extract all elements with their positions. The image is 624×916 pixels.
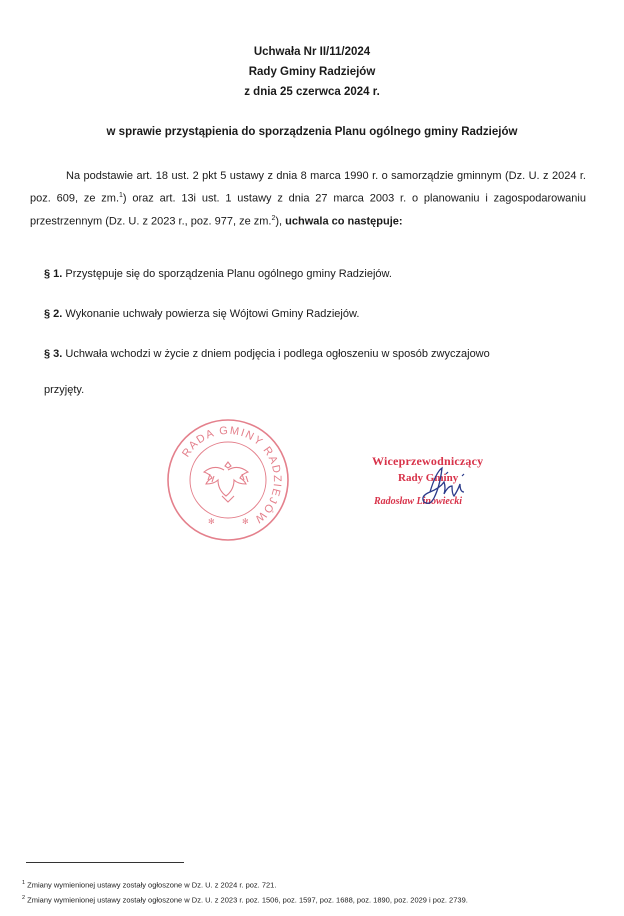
paragraph-2 <box>44 304 586 324</box>
intro-text-3: ), <box>275 215 286 228</box>
resolves-phrase: uchwala co następuje: <box>285 215 403 228</box>
council-seal <box>166 418 290 542</box>
star-icon: ✻ <box>208 517 215 526</box>
signatory-title: Wiceprzewodniczący <box>372 454 484 468</box>
legal-basis-paragraph <box>30 166 586 231</box>
footnote-ref-2: 2 <box>271 214 276 222</box>
paragraph-text: Wykonanie uchwały powierza się Wójtowi Gminy Radziejów. <box>62 308 360 320</box>
resolution-number: Uchwała Nr II/11/2024 <box>253 46 371 58</box>
footnote-ref-1: 1 <box>119 192 123 199</box>
intro-text-2: ) oraz art. 13i ust. 1 ustawy z dnia 27 marca 2003 r. o planowaniu i zagospodarowaniu przestrzennym (Dz. U. z 2023 r., poz. 977, ze zm. <box>30 192 586 228</box>
svg-text:RADA GMINY RADZIEJÓW <box>180 425 283 526</box>
footnote-number: 2 <box>22 895 26 901</box>
seal-text: RADA GMINY RADZIEJÓW <box>180 424 284 526</box>
paragraph-text-continued: przyjęty. <box>44 384 85 396</box>
paragraph-text: Uchwała wchodzi w życie z dniem podjęcia i podlega ogłoszeniu w sposób zwyczajowo <box>62 348 490 360</box>
footnote-1 <box>22 878 276 891</box>
star-icon: ✻ <box>242 517 249 526</box>
resolution-date: z dnia 25 czerwca 2024 r. <box>244 86 380 98</box>
footnote-text: Zmiany wymienionej ustawy zostały ogłoszone w Dz. U. z 2023 r. poz. 1506, poz. 1597, poz. 1688, poz. 1890, poz. 2029 i poz. 2739. <box>25 895 468 905</box>
paragraph-text: Przystępuje się do sporządzenia Planu ogólnego gminy Radziejów. <box>62 268 392 280</box>
paragraph-number: § 2. <box>44 308 63 320</box>
signatory-name: Radosław Linowiecki <box>374 496 463 507</box>
council-name: Rady Gminy Radziejów <box>248 66 376 78</box>
footnote-text: Zmiany wymienionej ustawy zostały ogłoszone w Dz. U. z 2024 r. poz. 721. <box>25 880 277 890</box>
resolution-subject: w sprawie przystąpienia do sporządzenia Planu ogólnego gminy Radziejów <box>106 126 518 138</box>
paragraph-3 <box>44 344 586 400</box>
paragraph-number: § 3. <box>44 348 63 360</box>
footnote-separator <box>26 862 184 863</box>
paragraph-number: § 1. <box>44 268 63 280</box>
handwritten-signature <box>370 452 520 522</box>
paragraph-1 <box>44 264 586 284</box>
resolution-header <box>0 42 624 102</box>
eagle-emblem-icon <box>204 462 248 502</box>
signatory-body: Rady Gminy <box>398 472 459 484</box>
intro-text-1: Na podstawie art. 18 ust. 2 pkt 5 ustawy z dnia 8 marca 1990 r. o samorządzie gminnym (Dz. U. z 2024 r. poz. 609, ze zm. <box>30 170 586 205</box>
signature-block <box>370 452 520 522</box>
footnote-2 <box>22 893 468 906</box>
footnote-number: 1 <box>22 880 26 886</box>
seal-graphic <box>166 418 290 542</box>
